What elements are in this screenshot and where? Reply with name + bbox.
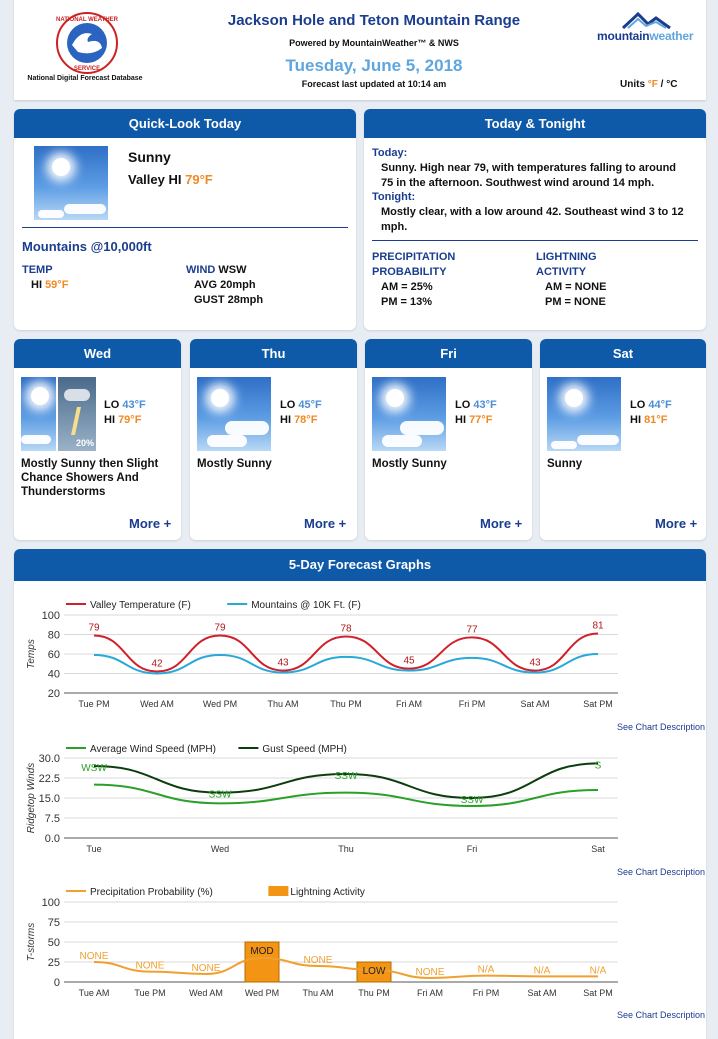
chart-desc-link[interactable]: See Chart Description (617, 867, 706, 877)
tonight-text-2: mph. (381, 221, 408, 233)
lightning-label: NONE (191, 963, 221, 974)
data-label: 81 (592, 620, 604, 632)
x-tick-label: Sat PM (583, 988, 613, 998)
chart-desc-link[interactable]: See Chart Description (617, 722, 706, 732)
legend-label: Precipitation Probability (%) (90, 887, 213, 898)
x-tick-label: Tue (86, 844, 102, 854)
legend-label: Valley Temperature (F) (90, 600, 191, 611)
temp-label: TEMP (22, 264, 53, 276)
day-name: Wed (14, 339, 181, 368)
series-line (94, 634, 598, 672)
wind-direction-label: WSW (81, 763, 107, 774)
more-link[interactable]: More + (655, 516, 698, 531)
y-tick-label: 0 (53, 977, 60, 989)
x-tick-label: Fri (466, 844, 478, 854)
day-desc-1: Mostly Sunny then Slight (21, 458, 159, 470)
page-title: Jackson Hole and Teton Mountain Range (227, 12, 521, 29)
data-label: 79 (88, 622, 100, 634)
lightning-label-1: LIGHTNING (536, 251, 597, 263)
legend-label: Mountains @ 10K Ft. (F) (251, 600, 361, 611)
x-tick-label: Fri AM (417, 988, 443, 998)
quicklook-title: Quick-Look Today (14, 109, 356, 138)
legend-swatch (268, 886, 288, 896)
tonight-label: Tonight: (372, 191, 416, 203)
day-name: Fri (365, 339, 532, 368)
wind-direction-label: SSW (460, 795, 484, 806)
precip-label-2: PROBABILITY (372, 266, 447, 278)
y-tick-label: 25 (47, 957, 60, 969)
x-tick-label: Thu AM (267, 699, 299, 709)
svg-text:SERVICE: SERVICE (73, 66, 101, 72)
day-lo: LO 43°F (455, 399, 497, 411)
unit-c-link[interactable]: °C (666, 79, 678, 90)
day-lo: LO 45°F (280, 399, 322, 411)
legend-label: Lightning Activity (290, 887, 365, 898)
x-tick-label: Tue PM (78, 699, 110, 709)
x-tick-label: Thu PM (358, 988, 390, 998)
x-tick-label: Thu AM (302, 988, 334, 998)
more-link[interactable]: More + (480, 516, 523, 531)
precip-am: AM = 25% (381, 281, 433, 293)
data-label: 43 (529, 657, 541, 669)
day-lo: LO 44°F (630, 399, 672, 411)
legend-label: Gust Speed (MPH) (262, 744, 347, 755)
precip-line (94, 958, 598, 978)
more-link[interactable]: More + (304, 516, 347, 531)
y-tick-label: 75 (47, 917, 60, 929)
y-tick-label: 50 (47, 937, 60, 949)
quicklook-condition: Sunny (128, 149, 171, 165)
lightning-am: AM = NONE (545, 281, 607, 293)
today-text-1: Sunny. High near 79, with temperatures falling to around (381, 162, 677, 174)
day-name: Sat (540, 339, 706, 368)
x-tick-label: Fri AM (396, 699, 422, 709)
day-hi: HI 77°F (455, 414, 493, 426)
y-tick-label: 30.0 (38, 753, 60, 765)
units-toggle: Units °F / °C (620, 79, 678, 90)
lightning-label-2: ACTIVITY (536, 266, 587, 278)
x-tick-label: Wed AM (189, 988, 223, 998)
lightning-label: N/A (589, 965, 607, 977)
x-tick-label: Sat AM (527, 988, 557, 998)
y-axis-label: Ridgetop Winds (26, 762, 37, 834)
day-desc-2: Chance Showers And (21, 472, 139, 484)
data-label: 42 (151, 658, 163, 670)
y-tick-label: 40 (47, 668, 60, 681)
legend-label: Average Wind Speed (MPH) (90, 744, 216, 755)
wind-gust: GUST 28mph (194, 294, 264, 306)
precip-pct: 20% (76, 438, 95, 448)
chart-desc-link[interactable]: See Chart Description (617, 1010, 706, 1020)
last-updated: Forecast last updated at 10:14 am (301, 79, 447, 89)
wind-avg: AVG 20mph (194, 279, 256, 291)
precip-pm: PM = 13% (381, 296, 433, 308)
lightning-label: NONE (303, 955, 333, 966)
powered-by: Powered by MountainWeather™ & NWS (289, 38, 459, 48)
day-lo: LO 43°F (104, 399, 146, 411)
today-text-2: 75 in the afternoon. Southwest wind around 14 mph. (381, 177, 655, 189)
x-tick-label: Fri PM (458, 699, 486, 709)
y-tick-label: 0.0 (44, 833, 60, 845)
x-tick-label: Wed AM (140, 699, 174, 709)
lightning-label: N/A (533, 965, 551, 977)
precip-label-1: PRECIPITATION (372, 251, 456, 263)
y-tick-label: 15.0 (38, 793, 60, 805)
y-tick-label: 20 (47, 688, 60, 700)
y-tick-label: 60 (47, 649, 60, 661)
x-tick-label: Tue PM (134, 988, 166, 998)
day-hi: HI 78°F (280, 414, 318, 426)
wind-direction-label: SSW (334, 771, 358, 782)
x-tick-label: Fri PM (472, 988, 500, 998)
lightning-label: N/A (477, 964, 495, 976)
x-tick-label: Thu PM (330, 699, 362, 709)
x-tick-label: Sat PM (583, 699, 613, 709)
x-tick-label: Sat AM (520, 699, 550, 709)
day-name: Thu (190, 339, 357, 368)
day-hi: HI 79°F (104, 414, 142, 426)
series-line (94, 654, 598, 674)
data-label: 79 (214, 622, 226, 634)
data-label: 43 (277, 657, 289, 669)
y-axis-label: Temps (26, 639, 37, 669)
x-tick-label: Tue AM (78, 988, 110, 998)
x-tick-label: Wed PM (202, 699, 238, 709)
nws-caption: National Digital Forecast Database (27, 75, 143, 82)
y-axis-label: T-storms (26, 922, 37, 962)
wind-direction-label: S (594, 760, 602, 772)
wind-direction-label: SSW (208, 789, 232, 801)
day-desc-1: Mostly Sunny (372, 458, 447, 470)
unit-f-link[interactable]: °F (647, 79, 658, 90)
day-desc-1: Mostly Sunny (197, 458, 272, 470)
y-tick-label: 100 (41, 610, 60, 622)
x-tick-label: Thu (338, 844, 354, 854)
lightning-label: LOW (362, 966, 386, 977)
lightning-label: MOD (250, 946, 274, 957)
lightning-label: NONE (79, 951, 109, 962)
day-desc-3: Thunderstorms (21, 486, 106, 498)
y-tick-label: 7.5 (44, 813, 60, 825)
data-label: 45 (403, 655, 415, 667)
tonight-text-1: Mostly clear, with a low around 42. Southeast wind 3 to 12 (381, 206, 684, 218)
brand-name: mountainweather (597, 29, 694, 43)
data-label: 78 (340, 623, 352, 635)
graphs-title: 5-Day Forecast Graphs (14, 549, 706, 581)
x-tick-label: Wed PM (244, 988, 280, 998)
valley-hi: Valley HI 79°F (128, 172, 213, 187)
lightning-pm: PM = NONE (545, 296, 606, 308)
day-hi: HI 81°F (630, 414, 668, 426)
today-label: Today: (372, 147, 408, 159)
mountains-title: Mountains @10,000ft (22, 239, 152, 254)
y-tick-label: 100 (41, 897, 60, 909)
svg-text:NATIONAL WEATHER: NATIONAL WEATHER (56, 17, 118, 23)
y-tick-label: 22.5 (38, 773, 60, 785)
lightning-label: NONE (135, 960, 165, 972)
today-tonight-title: Today & Tonight (364, 109, 706, 138)
data-label: 77 (466, 624, 478, 636)
forecast-date: Tuesday, June 5, 2018 (285, 56, 463, 75)
lightning-label: NONE (415, 967, 445, 978)
x-tick-label: Sat (591, 844, 605, 854)
more-link[interactable]: More + (129, 516, 172, 531)
day-desc-1: Sunny (547, 458, 583, 470)
x-tick-label: Wed (210, 844, 230, 854)
y-tick-label: 80 (47, 629, 60, 642)
mountain-temp: HI 59°F (31, 279, 69, 291)
wind-header: WIND WSW (186, 264, 247, 276)
